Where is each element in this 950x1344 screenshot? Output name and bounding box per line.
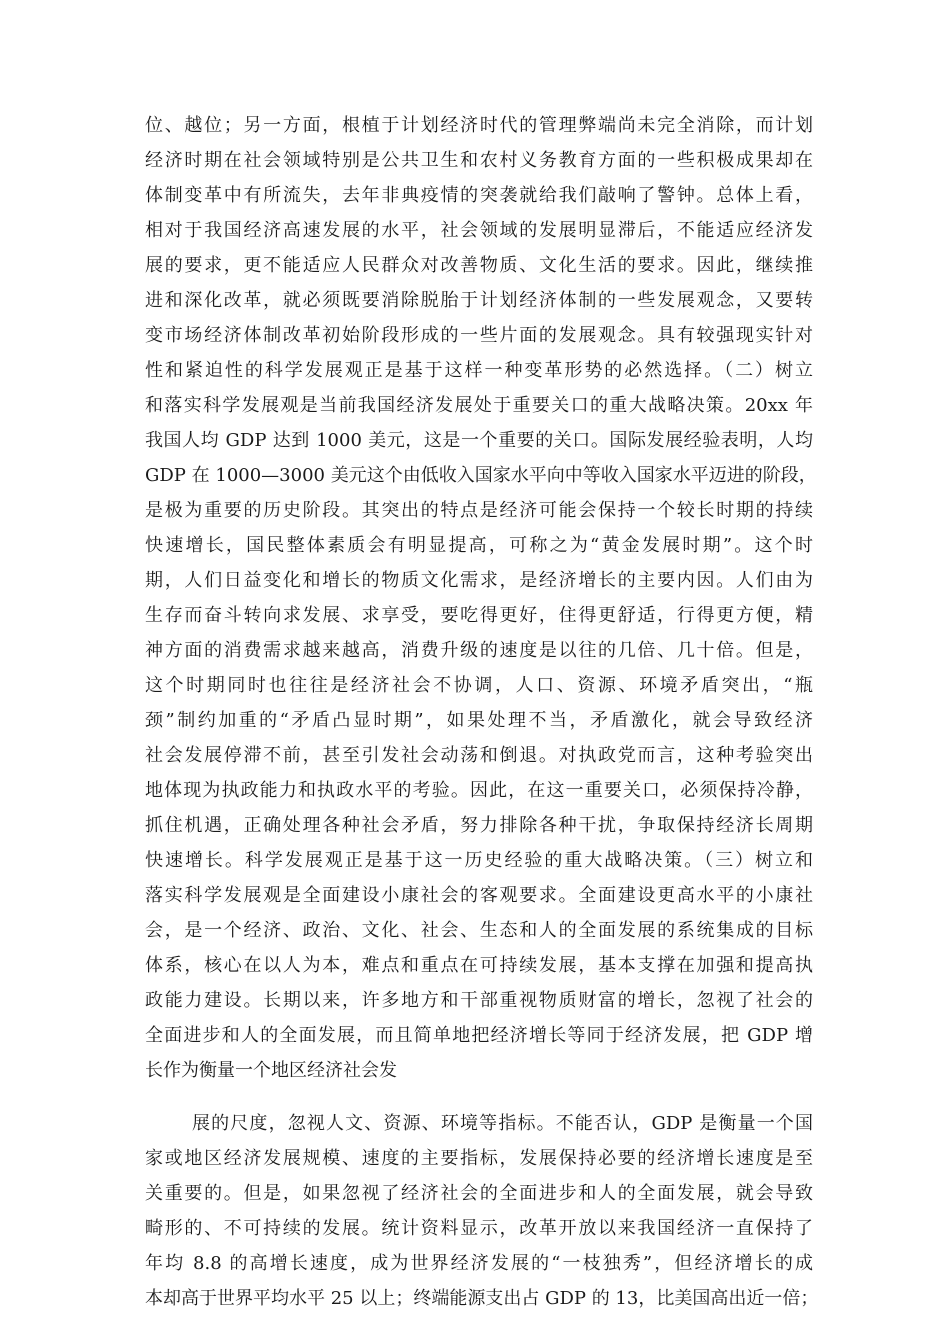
text-line: 经济时期在社会领域特别是公共卫生和农村义务教育方面的一些积极成果却在 bbox=[145, 150, 813, 171]
text-line: 展的要求，更不能适应人民群众对改善物质、文化生活的要求。因此，继续推 bbox=[145, 255, 813, 276]
text-line: 我国人均 GDP 达到 1000 美元，这是一个重要的关口。国际发展经验表明，人均 bbox=[145, 430, 813, 451]
text-line: 体制变革中有所流失，去年非典疫情的突袭就给我们敲响了警钟。总体上看， bbox=[145, 185, 813, 206]
text-line: 落实科学发展观是全面建设小康社会的客观要求。全面建设更高水平的小康社 bbox=[145, 885, 813, 906]
text-line: 畸形的、不可持续的发展。统计资料显示，改革开放以来我国经济一直保持了 bbox=[145, 1218, 813, 1239]
text-line: 快速增长。科学发展观正是基于这一历史经验的重大战略决策。（三）树立和 bbox=[145, 850, 813, 871]
text-line: 生存而奋斗转向求发展、求享受，要吃得更好，住得更舒适，行得更方便，精 bbox=[145, 605, 813, 626]
text-line: 体系，核心在以人为本，难点和重点在可持续发展，基本支撑在加强和提高执 bbox=[145, 955, 813, 976]
text-line: 本却高于世界平均水平 25 以上；终端能源支出占 GDP 的 13，比美国高出近一倍； bbox=[145, 1288, 819, 1309]
text-line: 抓住机遇，正确处理各种社会矛盾，努力排除各种干扰，争取保持经济长周期 bbox=[145, 815, 813, 836]
text-line: 展的尺度，忽视人文、资源、环境等指标。不能否认，GDP 是衡量一个国 bbox=[192, 1113, 813, 1134]
text-line: 年均 8.8 的高增长速度，成为世界经济发展的“一枝独秀”，但经济增长的成 bbox=[145, 1253, 813, 1274]
text-line: 颈”制约加重的“矛盾凸显时期”，如果处理不当，矛盾激化，就会导致经济 bbox=[145, 710, 813, 731]
text-line: 位、越位；另一方面，根植于计划经济时代的管理弊端尚未完全消除，而计划 bbox=[145, 115, 813, 136]
text-line: 变市场经济体制改革初始阶段形成的一些片面的发展观念。具有较强现实针对 bbox=[145, 325, 813, 346]
text-line: 家或地区经济发展规模、速度的主要指标，发展保持必要的经济增长速度是至 bbox=[145, 1148, 813, 1169]
text-line: 性和紧迫性的科学发展观正是基于这样一种变革形势的必然选择。（二）树立 bbox=[145, 360, 813, 381]
paragraph-gap bbox=[145, 1088, 813, 1106]
text-line: 相对于我国经济高速发展的水平，社会领域的发展明显滞后，不能适应经济发 bbox=[145, 220, 813, 241]
text-line: 这个时期同时也往往是经济社会不协调，人口、资源、环境矛盾突出，“瓶 bbox=[145, 675, 813, 696]
text-line: 全面进步和人的全面发展，而且简单地把经济增长等同于经济发展，把 GDP 增 bbox=[145, 1025, 813, 1046]
text-line: 期，人们日益变化和增长的物质文化需求，是经济增长的主要内因。人们由为 bbox=[145, 570, 813, 591]
text-line: 地体现为执政能力和执政水平的考验。因此，在这一重要关口，必须保持冷静， bbox=[145, 780, 813, 801]
text-line: 和落实科学发展观是当前我国经济发展处于重要关口的重大战略决策。20xx 年 bbox=[145, 395, 813, 416]
text-line: 关重要的。但是，如果忽视了经济社会的全面进步和人的全面发展，就会导致 bbox=[145, 1183, 813, 1204]
text-line: 会，是一个经济、政治、文化、社会、生态和人的全面发展的系统集成的目标 bbox=[145, 920, 813, 941]
text-line: 神方面的消费需求越来越高，消费升级的速度是以往的几倍、几十倍。但是， bbox=[145, 640, 813, 661]
document-body bbox=[145, 108, 819, 1316]
text-line: 是极为重要的历史阶段。其突出的特点是经济可能会保持一个较长时期的持续 bbox=[145, 500, 813, 521]
paragraph-1 bbox=[145, 108, 817, 1088]
text-line: 长作为衡量一个地区经济社会发 bbox=[145, 1060, 397, 1081]
text-line: 政能力建设。长期以来，许多地方和干部重视物质财富的增长，忽视了社会的 bbox=[145, 990, 813, 1011]
text-line: 进和深化改革，就必须既要消除脱胎于计划经济体制的一些发展观念，又要转 bbox=[145, 290, 813, 311]
paragraph-2 bbox=[145, 1106, 819, 1316]
text-line: 快速增长，国民整体素质会有明显提高，可称之为“黄金发展时期”。这个时 bbox=[145, 535, 813, 556]
text-line: GDP 在 1000—3000 美元这个由低收入国家水平向中等收入国家水平迈进的阶段， bbox=[145, 465, 817, 486]
text-line: 社会发展停滞不前，甚至引发社会动荡和倒退。对执政党而言，这种考验突出 bbox=[145, 745, 813, 766]
